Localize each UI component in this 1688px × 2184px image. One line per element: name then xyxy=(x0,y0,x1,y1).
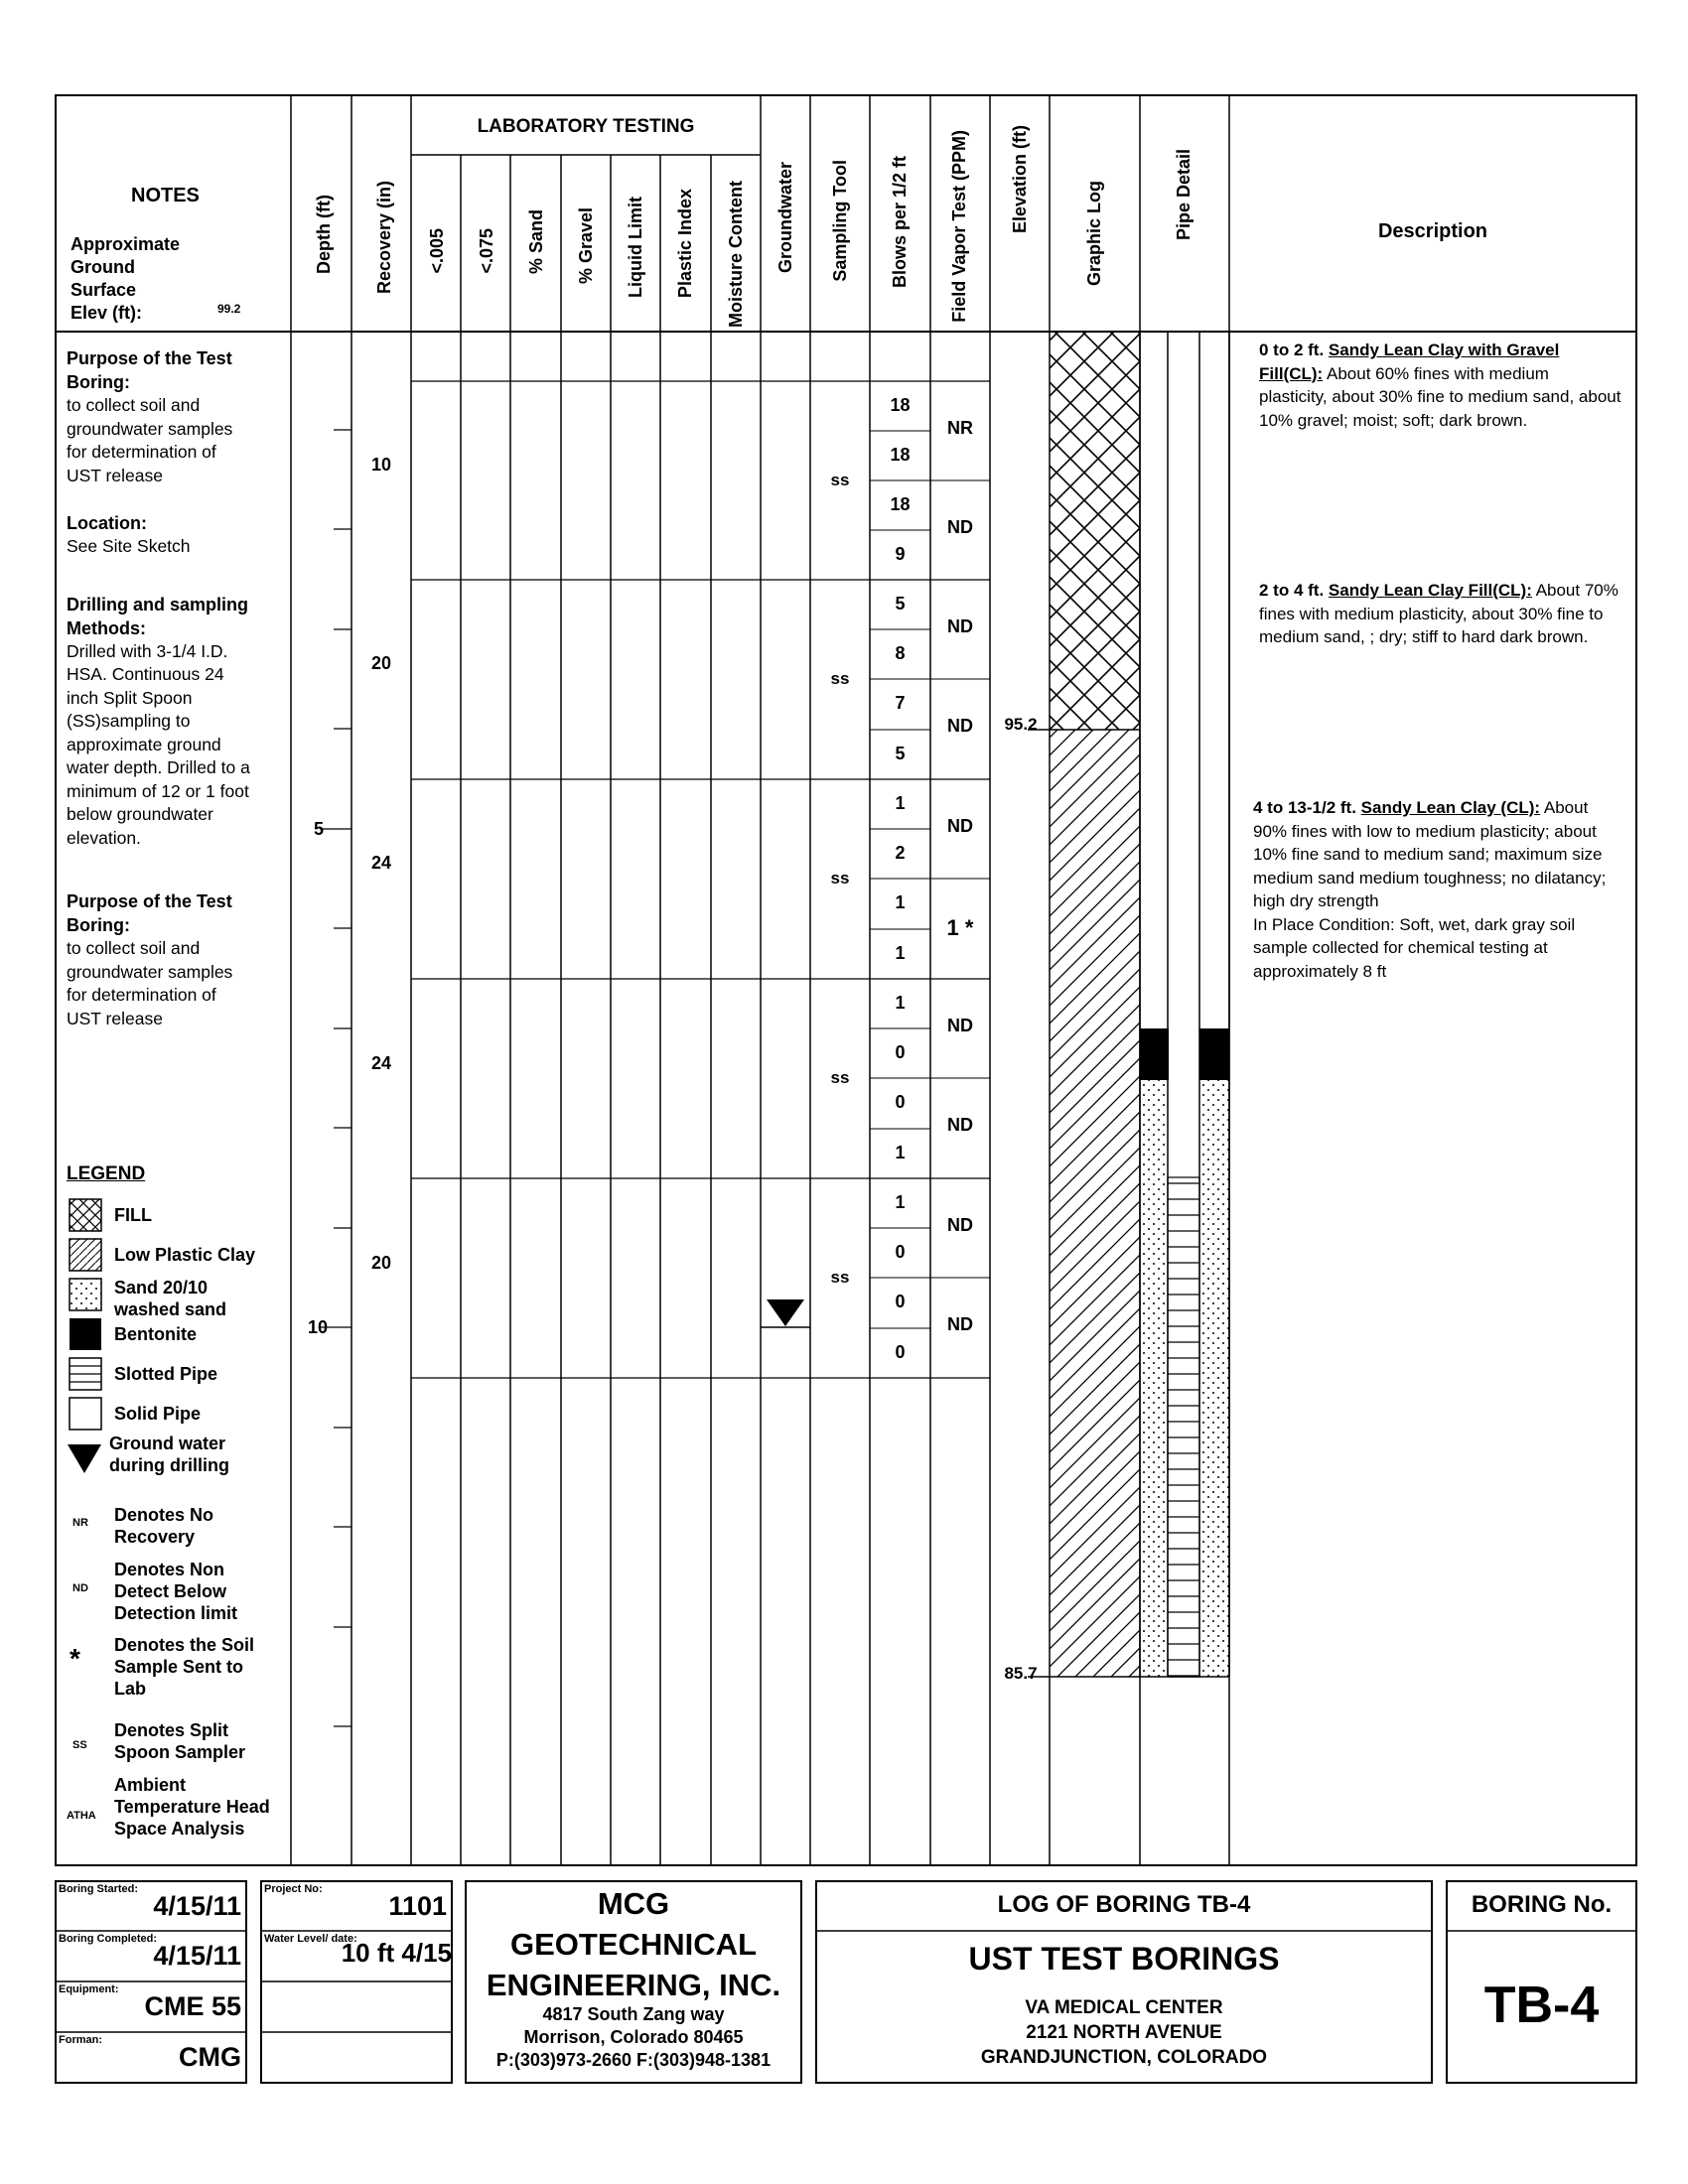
blow-cell: 0 xyxy=(895,1342,906,1362)
description-4-13ft: 4 to 13-1/2 ft. Sandy Lean Clay (CL): About 90% fines with low to medium plasticity; about 10% fine sand to medium sand; maximum size medium sand medium toughness; no dilatancy; high dry strength In Place Condition: Soft, wet, dark gray soil sample collected for chemical testing at approximately 8 ft xyxy=(1253,798,1607,981)
abbr-nd: ND xyxy=(72,1582,88,1594)
company-address: 4817 South Zang way Morrison, Colorado 80465 P:(303)973-2660 F:(303)948-1381 xyxy=(495,2004,772,2070)
legend-sand: Sand 20/10 washed sand xyxy=(114,1278,227,1319)
project-no-value: 1101 xyxy=(388,1891,447,1921)
elevation-85-7: 85.7 xyxy=(1004,1664,1038,1683)
blow-cell: 0 xyxy=(895,1042,906,1062)
vapor-cell: ND xyxy=(947,1215,973,1235)
col-header-vapor: Field Vapor Test (PPM) xyxy=(949,130,969,323)
col-header-pipe-detail: Pipe Detail xyxy=(1174,148,1194,240)
lab-testing-header: LABORATORY TESTING xyxy=(477,116,695,137)
vapor-cell: ND xyxy=(947,1314,973,1334)
col-header-elevation: Elevation (ft) xyxy=(1010,124,1030,233)
legend-title: LEGEND xyxy=(67,1163,146,1184)
blow-cell: 0 xyxy=(895,1242,906,1262)
col-header-gravel: % Gravel xyxy=(576,206,596,284)
sampling-tool-2: ss xyxy=(830,669,850,688)
company-name: MCG GEOTECHNICAL ENGINEERING, INC. xyxy=(486,1886,781,2002)
recovery-4: 24 xyxy=(370,1053,392,1073)
col-header-lt005: <.005 xyxy=(427,228,447,274)
vapor-cell: NR xyxy=(947,418,973,438)
blow-cell: 1 xyxy=(895,993,906,1013)
col-header-recovery: Recovery (in) xyxy=(374,180,394,294)
col-header-moisture: Moisture Content xyxy=(726,181,746,328)
blow-cell: 1 xyxy=(895,1143,906,1162)
blow-cell: 9 xyxy=(895,544,906,564)
description-2-4ft: 2 to 4 ft. Sandy Lean Clay Fill(CL): About 70% fines with medium plasticity, about 30% fine to medium sand, ; dry; stiff to hard dark brown. xyxy=(1259,581,1618,646)
blow-cell: 0 xyxy=(895,1092,906,1112)
col-header-sampling-tool: Sampling Tool xyxy=(830,160,850,282)
legend-slotted-pipe: Slotted Pipe xyxy=(114,1364,218,1384)
project-title: UST TEST BORINGS xyxy=(968,1941,1280,1977)
foreman-value: CMG xyxy=(179,2042,241,2072)
blow-cell: 5 xyxy=(895,744,906,763)
blow-cell: 8 xyxy=(895,643,906,663)
abbr-atha: ATHA xyxy=(67,1810,96,1822)
log-title: LOG OF BORING TB-4 xyxy=(997,1891,1251,1918)
location-text: See Site Sketch xyxy=(67,536,191,556)
blow-cell: 18 xyxy=(890,494,911,514)
ground-surface-label: Approximate Ground Surface Elev (ft): xyxy=(70,234,181,323)
vapor-cell: ND xyxy=(947,716,973,736)
blow-cell: 5 xyxy=(895,594,906,614)
blow-cell: 18 xyxy=(890,395,911,415)
abbr-ss: SS xyxy=(72,1739,87,1751)
drilling-heading: Drilling and sampling Methods: xyxy=(67,594,249,638)
boring-no-value: TB-4 xyxy=(1483,1977,1600,2034)
description-header: Description xyxy=(1377,220,1488,242)
recovery-3: 24 xyxy=(370,853,392,873)
vapor-cell: ND xyxy=(947,1115,973,1135)
site-address: VA MEDICAL CENTER 2121 NORTH AVENUE GRANDJUNCTION, COLORADO xyxy=(980,1997,1268,2068)
equipment-value: CME 55 xyxy=(144,1991,241,2021)
blow-cell: 2 xyxy=(895,843,906,863)
blow-cell: 18 xyxy=(890,445,911,465)
recovery-2: 20 xyxy=(370,653,392,673)
depth-label-5: 5 xyxy=(313,819,324,839)
col-header-depth: Depth (ft) xyxy=(314,195,334,274)
notes-title: NOTES xyxy=(131,185,200,206)
elevation-95-2: 95.2 xyxy=(1004,715,1038,734)
blow-cell: 0 xyxy=(895,1292,906,1311)
col-header-sand: % Sand xyxy=(526,208,546,274)
water-level-value: 10 ft 4/15 xyxy=(341,1938,452,1968)
col-header-blows: Blows per 1/2 ft xyxy=(890,155,910,288)
boring-started-value: 4/15/11 xyxy=(153,1891,241,1921)
purpose2-heading: Purpose of the Test Boring: xyxy=(67,891,232,935)
sampling-tool-5: ss xyxy=(830,1268,850,1287)
col-header-liquid-limit: Liquid Limit xyxy=(626,197,645,298)
blow-cell: 1 xyxy=(895,943,906,963)
blow-cell: 1 xyxy=(895,892,906,912)
boring-completed-value: 4/15/11 xyxy=(153,1941,241,1971)
notes-column: Purpose of the Test Boring: to collect soil and groundwater samples for determination of UST release Location: See Site Sketch Drilling and sampling Methods: Drilled with 3-1/4 I.D. HSA. Continuous 24 inch Split Spoon (SS)sampling to approximate ground water depth. Drilled to a minimum of 12 or 1 foot below groundwater elevation. Purpose of the Test Boring: to collect soil and groundwater samples for determination of UST release xyxy=(67,346,290,1030)
col-header-graphic-log: Graphic Log xyxy=(1084,180,1104,286)
sampling-tool-3: ss xyxy=(830,869,850,887)
legend-clay: Low Plastic Clay xyxy=(114,1245,256,1265)
depth-label-10: 10 xyxy=(307,1317,329,1337)
abbr-star: * xyxy=(70,1643,80,1674)
blow-cell: 1 xyxy=(895,793,906,813)
legend-fill: FILL xyxy=(114,1205,152,1225)
vapor-cell-lab-sample: 1 * xyxy=(946,915,974,940)
col-header-lt075: <.075 xyxy=(477,228,496,274)
col-header-groundwater: Groundwater xyxy=(775,161,795,273)
blow-cell: 7 xyxy=(895,693,906,713)
sampling-tool-1: ss xyxy=(830,471,850,489)
legend-solid-pipe: Solid Pipe xyxy=(114,1404,202,1424)
blow-cell: 1 xyxy=(895,1192,906,1212)
recovery-1: 10 xyxy=(370,455,392,475)
description-0-2ft: 0 to 2 ft. Sandy Lean Clay with Gravel Fill(CL): About 60% fines with medium plasticity, about 30% fine to medium sand, about 10% gravel; moist; soft; dark brown. xyxy=(1259,341,1621,430)
col-header-plastic-index: Plastic Index xyxy=(675,188,695,298)
boring-no-label: BORING No. xyxy=(1471,1891,1613,1918)
location-heading: Location: xyxy=(67,513,147,533)
vapor-cell: ND xyxy=(947,816,973,836)
legend-groundwater: Ground water during drilling xyxy=(109,1433,229,1475)
abbr-nr: NR xyxy=(72,1517,88,1529)
ground-elev-value: 99.2 xyxy=(217,302,241,316)
legend-bentonite: Bentonite xyxy=(114,1324,197,1344)
legend-icons xyxy=(68,1199,101,1473)
recovery-5: 20 xyxy=(370,1253,392,1273)
vapor-cell: ND xyxy=(947,517,973,537)
vapor-cell: ND xyxy=(947,616,973,636)
purpose-heading: Purpose of the Test Boring: xyxy=(67,348,232,392)
sampling-tool-4: ss xyxy=(830,1068,850,1087)
vapor-cell: ND xyxy=(947,1016,973,1035)
